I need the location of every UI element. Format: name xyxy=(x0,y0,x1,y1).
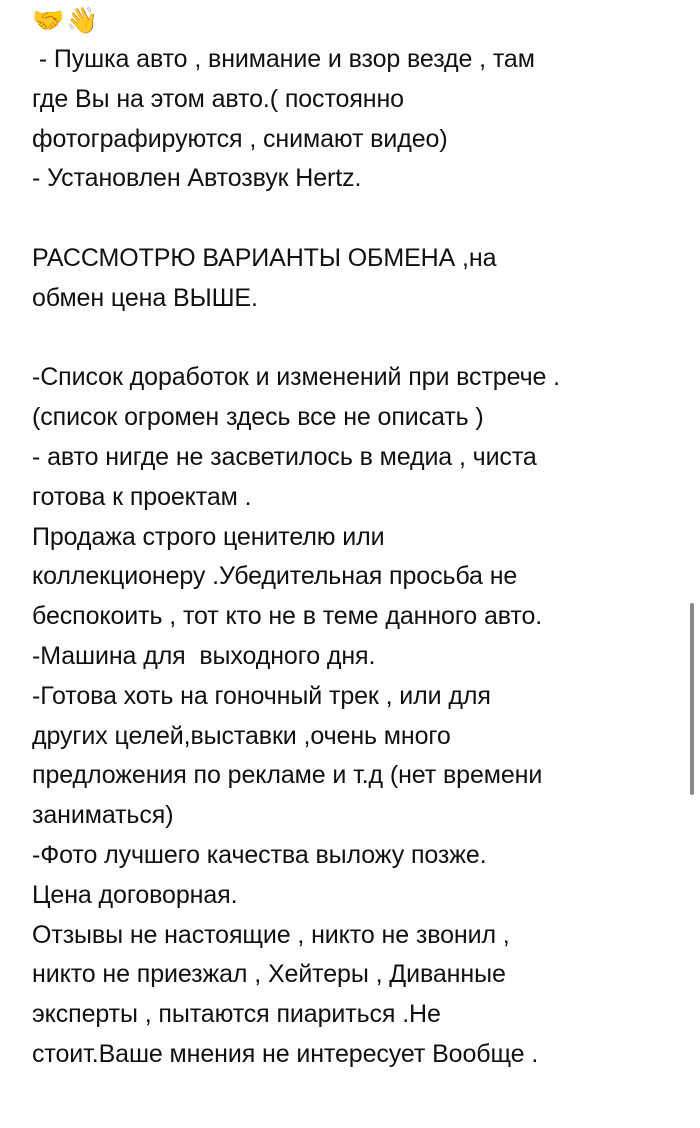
text-line: никто не приезжал , Хейтеры , Диванные xyxy=(32,960,506,989)
text-line: беспокоить , тот кто не в теме данного авто. xyxy=(32,602,543,631)
blank-line xyxy=(32,319,682,359)
text-line: (список огромен здесь все не описать ) xyxy=(32,403,484,432)
text-line: - Установлен Автозвук Hertz. xyxy=(32,164,362,193)
text-line: -Список доработок и изменений при встрече . xyxy=(32,363,561,392)
text-line: Цена договорная. xyxy=(32,880,238,909)
text-line: стоит.Ваше мнения не интересует Вообще . xyxy=(32,1039,539,1068)
emoji-row xyxy=(32,0,682,40)
text-line: фотографируются , снимают видео) xyxy=(32,124,448,153)
text-line: Отзывы не настоящие , никто не звонил , xyxy=(32,920,510,949)
text-line: -Машина для выходного дня. xyxy=(32,641,376,670)
post-body xyxy=(32,0,682,1075)
text-line: Продажа строго ценителю или xyxy=(32,522,385,551)
text-line: обмен цена ВЫШЕ. xyxy=(32,283,258,312)
text-line: эксперты , пытаются пиариться .Не xyxy=(32,1000,441,1029)
post-text xyxy=(32,40,682,1075)
text-line: коллекционеру .Убедительная просьба не xyxy=(32,562,518,591)
blank-line xyxy=(32,199,682,239)
text-line: предложения по рекламе и т.д (нет времени xyxy=(32,761,543,790)
text-line: РАССМОТРЮ ВАРИАНТЫ ОБМЕНА ,на xyxy=(32,243,497,272)
text-line: -Готова хоть на гоночный трек , или для xyxy=(32,681,491,710)
text-line: готова к проектам . xyxy=(32,482,252,511)
text-line: других целей,выставки ,очень много xyxy=(32,721,451,750)
vertical-scrollbar[interactable] xyxy=(690,603,694,795)
text-line: - авто нигде не засветилось в медиа , чиста xyxy=(32,442,537,471)
text-line: где Вы на этом авто.( постоянно xyxy=(32,84,404,113)
text-line: заниматься) xyxy=(32,801,174,830)
handshake-icon: 🤝 xyxy=(32,5,65,35)
text-line: -Фото лучшего качества выложу позже. xyxy=(32,840,487,869)
waving-hand-icon: 👋 xyxy=(66,5,99,35)
text-line: - Пушка авто , внимание и взор везде , там xyxy=(32,45,535,73)
